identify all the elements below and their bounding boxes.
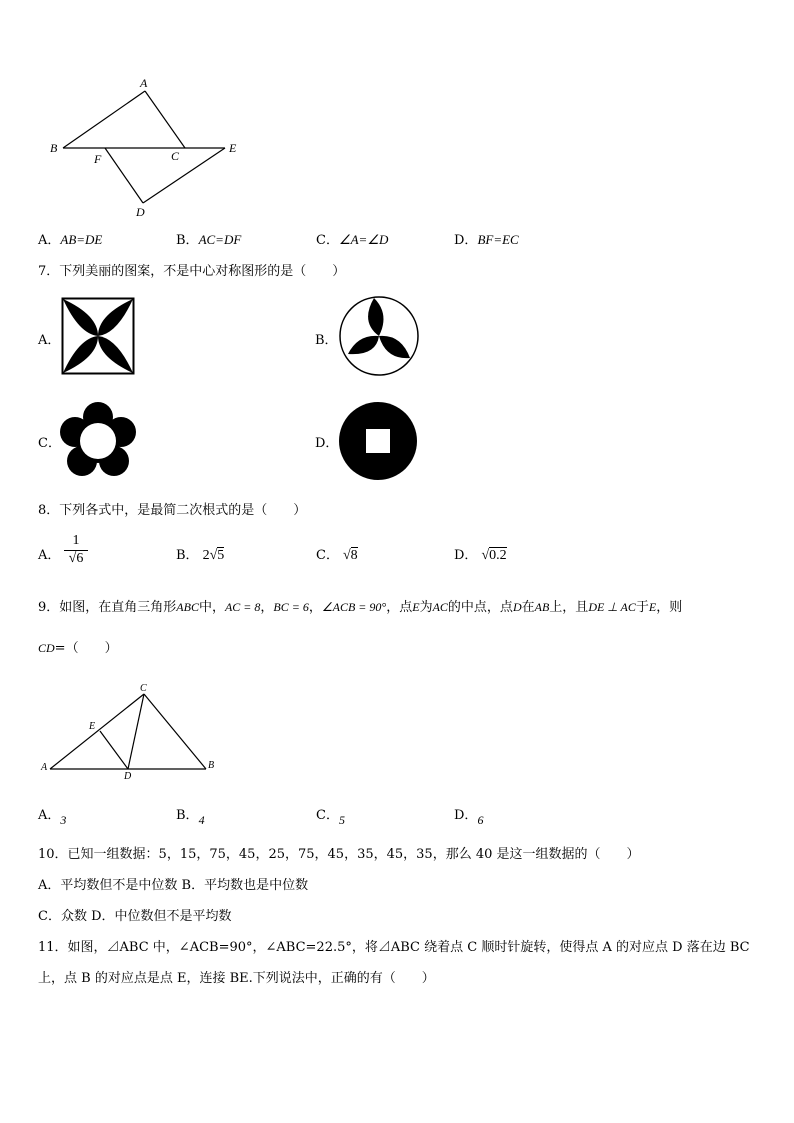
- q6-option-c[interactable]: C．∠A=∠D: [316, 232, 389, 248]
- q9-option-c[interactable]: C．5: [316, 808, 345, 827]
- q8-option-c[interactable]: C． √8: [316, 548, 358, 563]
- q9-option-a[interactable]: A．3: [38, 808, 67, 827]
- label-a: A: [140, 76, 148, 90]
- segment-fd: [105, 148, 143, 203]
- q9-option-d[interactable]: D．6: [454, 808, 484, 827]
- segment-de: [143, 148, 225, 203]
- q8-option-d[interactable]: D． √0.2: [454, 548, 507, 563]
- q9-option-b[interactable]: B．4: [176, 808, 205, 827]
- q7-option-c-letter[interactable]: C．: [38, 436, 61, 451]
- segment-ed: [100, 731, 128, 769]
- q8-option-a-fraction: 1 √6: [64, 533, 88, 567]
- q6-option-d[interactable]: D．BF=EC: [454, 232, 519, 248]
- sqrt-sign: √: [342, 548, 351, 563]
- q11-stem-line1: 11．如图，⊿ABC 中，∠ACB=90°，∠ABC=22.5°，将⊿ABC 绕着点 C 顺时针旋转，使得点 A 的对应点 D 落在边 BC: [38, 940, 750, 955]
- label-e: E: [229, 141, 237, 155]
- q9-stem-line1: 9．如图，在直角三角形ABC中，AC = 8，BC = 6，∠ACB = 90°，点E为AC的中点，点D在AB上，且DE ⊥ AC于E，则: [38, 600, 683, 615]
- label-a: A: [41, 762, 48, 773]
- segment-cb: [144, 694, 206, 769]
- q8-option-b[interactable]: B． 2√5: [176, 548, 225, 563]
- label-f: F: [94, 152, 102, 166]
- q9-figure: [38, 680, 222, 784]
- q11-stem-line2: 上，点 B 的对应点是点 E，连接 BE.下列说法中，正确的有（ ）: [38, 971, 435, 986]
- q7-option-d-letter[interactable]: D．: [315, 436, 339, 451]
- q10-options-ab[interactable]: A．平均数但不是中位数 B．平均数也是中位数: [38, 878, 309, 893]
- pattern-d-coin[interactable]: [338, 401, 418, 481]
- label-b: B: [50, 141, 58, 155]
- q10-stem: 10．已知一组数据：5，15，75，45，25，75，45，35，45，35，那么 40 是这一组数据的（ ）: [38, 847, 640, 862]
- label-c: C: [171, 149, 180, 163]
- label-b: B: [208, 760, 215, 771]
- label-c: C: [140, 683, 147, 694]
- q8-option-a[interactable]: A．: [38, 548, 61, 563]
- sqrt-sign: √: [68, 551, 77, 566]
- pattern-c-flower[interactable]: [58, 401, 138, 481]
- q8-stem: 8．下列各式中，是最简二次根式的是（ ）: [38, 503, 307, 518]
- label-d: D: [136, 205, 145, 219]
- q7-stem: 7．下列美丽的图案，不是中心对称图形的是（ ）: [38, 264, 346, 279]
- q7-option-a-letter[interactable]: A．: [38, 333, 61, 348]
- pattern-a-four-petal-square[interactable]: [61, 297, 135, 375]
- label-e: E: [89, 721, 96, 732]
- q6-option-a[interactable]: A．AB=DE: [38, 232, 103, 248]
- sqrt-sign: √: [209, 548, 218, 563]
- segment-ba: [63, 91, 145, 148]
- sqrt-sign: √: [481, 548, 490, 563]
- label-d: D: [124, 771, 132, 782]
- q7-option-b-letter[interactable]: B．: [315, 333, 338, 348]
- pattern-b-three-blade-circle[interactable]: [338, 294, 420, 378]
- segment-ac: [145, 91, 185, 148]
- q6-figure: [40, 72, 250, 222]
- q9-stem-line2: CD=（ ）: [38, 641, 118, 656]
- q10-options-cd[interactable]: C．众数 D．中位数但不是平均数: [38, 909, 232, 924]
- q6-option-b[interactable]: B．AC=DF: [176, 232, 242, 248]
